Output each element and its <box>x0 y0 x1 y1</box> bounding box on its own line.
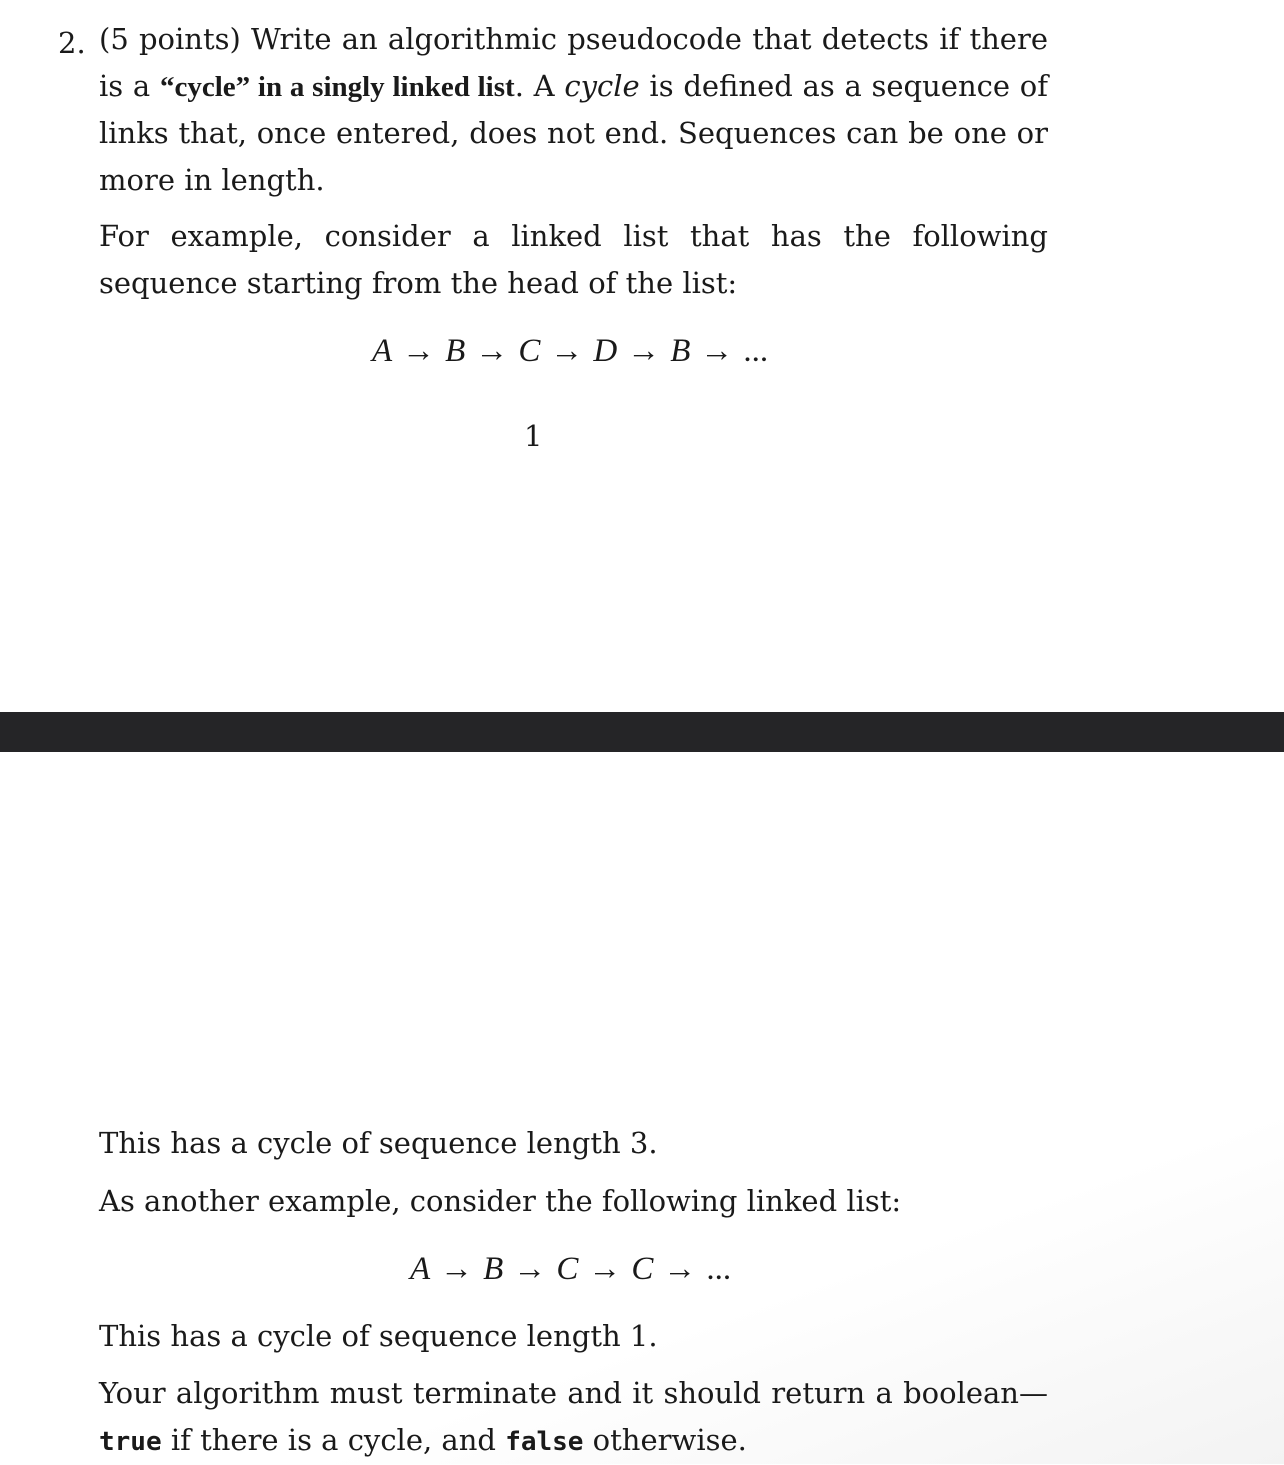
example1-intro: For example, consider a linked list that has the following sequence starting from the head of the list: <box>99 219 1048 300</box>
question-intro-text: Write an algorithmic pseudocode that detects if there is a <box>99 22 1048 103</box>
requirement-after: otherwise. <box>583 1422 747 1457</box>
page-number: 1 <box>524 419 543 453</box>
question-number: 2. <box>58 26 86 60</box>
example1-result: This has a cycle of sequence length 3. <box>99 1126 658 1160</box>
example2-node: C <box>556 1251 579 1287</box>
example1-node: B <box>445 333 466 369</box>
example2-sequence-formula <box>410 1249 731 1289</box>
example1-node: C <box>518 333 541 369</box>
document-page-top <box>0 0 1284 712</box>
arrow-symbol: → <box>402 333 436 369</box>
question-italic-term: cycle <box>564 68 640 103</box>
arrow-symbol: → <box>588 1251 622 1287</box>
example2-node: A <box>410 1251 431 1287</box>
false-keyword: false <box>505 1426 584 1457</box>
example2-node: C <box>631 1251 654 1287</box>
arrow-symbol: → <box>627 333 661 369</box>
arrow-symbol: → <box>440 1251 474 1287</box>
example2-result: This has a cycle of sequence length 1. <box>99 1319 658 1353</box>
example1-ellipsis: ... <box>743 333 769 369</box>
requirement-text <box>99 1370 1048 1465</box>
example2-node: B <box>483 1251 504 1287</box>
arrow-symbol: → <box>475 333 509 369</box>
example1-node: B <box>670 333 691 369</box>
example2-ellipsis: ... <box>706 1251 732 1287</box>
question-definition: is defined as a sequence of links that, once entered, does not end. Sequences can be one or more in length. <box>99 68 1048 197</box>
arrow-symbol: → <box>663 1251 697 1287</box>
requirement-before: Your algorithm must terminate and it should return a boolean— <box>99 1376 1048 1410</box>
example1-sequence-formula <box>372 331 768 371</box>
question-points: (5 points) <box>99 22 241 56</box>
example1-node: A <box>372 333 393 369</box>
true-keyword: true <box>99 1426 162 1457</box>
arrow-symbol: → <box>700 333 734 369</box>
page-break-band <box>0 712 1284 752</box>
arrow-symbol: → <box>513 1251 547 1287</box>
requirement-middle: if there is a cycle, and <box>161 1422 506 1457</box>
example1-node: D <box>593 333 618 369</box>
question-after-bold: . A <box>514 68 565 103</box>
question-bold-phrase: “cycle” in a singly linked list <box>159 70 515 103</box>
arrow-symbol: → <box>550 333 584 369</box>
question-statement <box>99 16 1048 203</box>
example2-intro: As another example, consider the following linked list: <box>99 1184 902 1218</box>
